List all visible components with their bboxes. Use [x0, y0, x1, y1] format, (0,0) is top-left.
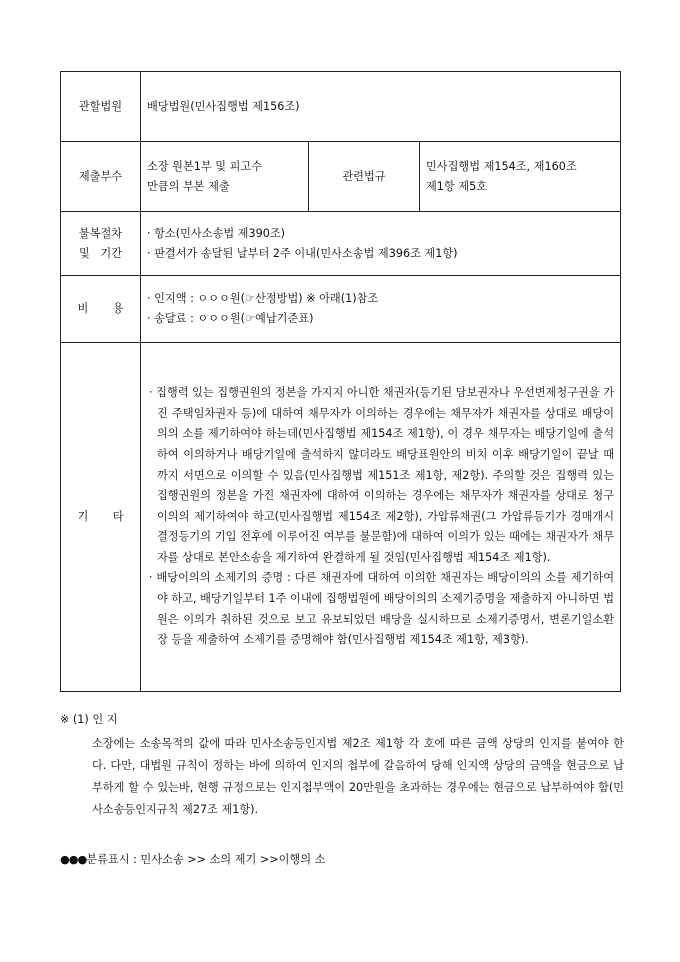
note-body: 소장에는 소송목적의 값에 따라 민사소송등인지법 제2조 제1항 각 호에 따른 금액 상당의 인지를 붙여야 한다. 다만, 대법원 규칙이 정하는 바에 의하여 인지의 첩부에 갈음하여 당해 인지액 상당의 금액을 현금으로 납부하게 할 수 있는바, 현행 규정으로는 인지첩부액이 20만원을 초과하는 경우에는 현금으로 납부하여야 함(민사소송등인지규칙 제27조 제1항). [92, 737, 624, 816]
law-value-line2: 제1항 제5호 [426, 179, 488, 193]
row-etc [61, 343, 621, 692]
appeal-value-cell [141, 212, 621, 276]
stamp-note [60, 710, 624, 821]
appeal-label-period: 기간 [100, 246, 123, 260]
law-label-cell [309, 142, 420, 212]
classification-text: 분류표시 : 민사소송 >> 소의 제기 >>이행의 소 [86, 853, 326, 866]
cost-label [78, 299, 124, 319]
row-cost [61, 276, 621, 343]
cost-item-2: · 송달료 : ㅇㅇㅇ원(☞예납기준표) [147, 312, 314, 325]
law-label: 관련법규 [342, 169, 386, 183]
appeal-label-line2 [65, 244, 136, 264]
court-value: 배당법원(민사집행법 제156조) [147, 99, 300, 113]
cost-label-cell [61, 276, 141, 343]
law-value-cell [420, 142, 621, 212]
etc-paragraph-1: · 집행력 있는 집행권원의 정본을 가지지 아니한 채권자(등기된 담보권자나 우선변제청구권을 가진 주택임차권자 등)에 대하여 채무자가 이의하는 경우에는 채무자가 채권자를 상대로 배당이의의 소를 제기하여야 하는데(민사집행법 제154조 제1항), 이 경우 채무자는 배당기일에 출석하여 이의하거나 배당기일에 출석하지 않더라도 배당표원안의 비치 이후 배당기일이 끝날 때까지 서면으로 이의할 수 있음(민사집행법 제151조 제1항, 제2항). 주의할 것은 집행력 있는 집행권원의 정본을 가진 채권자에 대하여 이의하는 경우에는 채무자가 채권자를 상대로 청구이의의 제기하여야 하고(민사집행법 제154조 제2항), 가압류채권(그 가압류등기가 경매개시결정등기의 기입 전후에 이루어진 여부를 불문함)에 대하여 이의가 있는 때에는 채권자가 채무자를 상대로 본안소송을 제기하여 완결하게 될 것임(민사집행법 제154조 제1항). [149, 386, 615, 564]
classification-marker: ●●● [60, 853, 87, 866]
classification-line [60, 850, 325, 870]
appeal-label-and: 및 [78, 246, 90, 260]
row-appeal [61, 212, 621, 276]
etc-label [78, 507, 124, 527]
copies-value-cell [141, 142, 309, 212]
cost-label-a: 비 [77, 302, 89, 315]
cost-label-b: 용 [112, 302, 124, 315]
copies-value-line2: 만큼의 부본 제출 [147, 179, 230, 193]
row-court [61, 72, 621, 142]
appeal-label-line1: 불복절차 [78, 226, 123, 240]
court-label-cell [61, 72, 141, 142]
info-table [60, 71, 621, 692]
appeal-label-cell [61, 212, 141, 276]
court-label: 관할법원 [78, 99, 123, 113]
court-value-cell [141, 72, 621, 142]
copies-label-cell [61, 142, 141, 212]
etc-label-b: 타 [112, 510, 124, 523]
note-title: ※ (1) 인 지 [60, 713, 118, 726]
copies-value-line1: 소장 원본1부 및 피고수 [147, 159, 263, 173]
copies-label: 제출부수 [78, 169, 123, 183]
etc-paragraph-2: · 배당이의의 소제기의 증명 : 다른 채권자에 대하여 이의한 채권자는 배당이의의 소를 제기하여야 하고, 배당기일부터 1주 이내에 집행법원에 배당이의의 소제기증명을 제출하지 아니하면 법원은 이의가 취하된 것으로 보고 유보되었던 배당을 실시하므로 소제기증명서, 변론기일소환장 등을 제출하여 소제기를 증명해야 함(민사집행법 제154조 제1항, 제3항). [149, 571, 615, 647]
etc-value-cell [141, 343, 621, 692]
appeal-item-2: · 판결서가 송달된 날부터 2주 이내(민사소송법 제396조 제1항) [147, 246, 458, 260]
row-copies [61, 142, 621, 212]
etc-label-cell [61, 343, 141, 692]
appeal-item-1: · 항소(민사소송법 제390조) [147, 226, 286, 240]
law-value-line1: 민사집행법 제154조, 제160조 [426, 159, 577, 173]
cost-value-cell [141, 276, 621, 343]
etc-label-a: 기 [77, 510, 89, 523]
cost-item-1: · 인지액 : ㅇㅇㅇ원(☞산정방법) ※ 아래(1)참조 [147, 292, 379, 305]
